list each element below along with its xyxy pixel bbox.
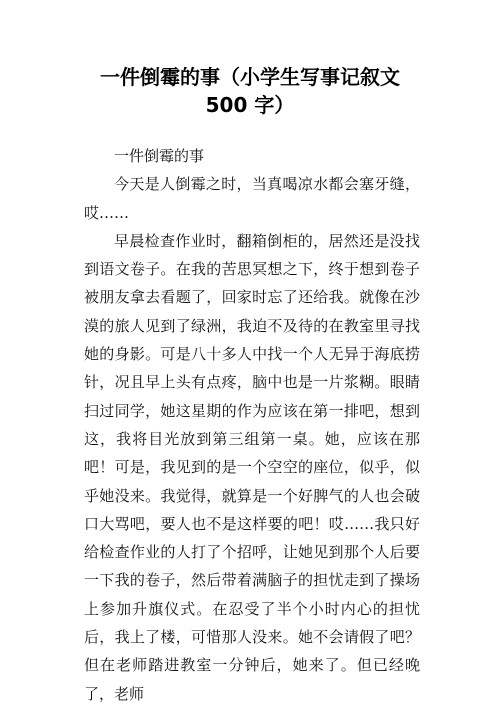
paragraph-intro: 今天是人倒霉之时，当真喝凉水都会塞牙缝，哎…… [84,175,420,222]
document-title-line-2: 500 字） [205,93,295,117]
document-title-line-1: 一件倒霉的事（小学生写事记叙文 [100,65,400,89]
paragraph-main: 早晨检查作业时，翻箱倒柜的，居然还是没找到语文卷子。在我的苦思冥想之下，终于想到卷子被朋友拿去看题了，回家时忘了还给我。就像在沙漠的旅人见到了绿洲，我迫不及待的在教室里寻找她的身影。可是八十多人中找一个人无异于海底捞针，况且早上头有点疼，脑中也是一片浆糊。眼睛扫过同学，她这星期的作为应该在第一排吧，想到这，我将目光放到第三组第一桌。她，应该在那吧！可是，我见到的是一个空空的座位，似乎，似乎她没来。我觉得，就算是一个好脾气的人也会破口大骂吧，要人也不是这样要的吧！哎……我只好给检查作业的人打了个招呼，让她见到那个人后要一下我的卷子，然后带着满脑子的担忧走到了操场上参加升旗仪式。在忍受了半个小时内心的担忧后，我上了楼，可惜那人没来。她不会请假了吧？但在老师踏进教室一分钟后，她来了。但已经晚了，老师 [84,231,420,703]
document-body [84,142,420,708]
paragraph-subtitle: 一件倒霉的事 [114,147,205,165]
